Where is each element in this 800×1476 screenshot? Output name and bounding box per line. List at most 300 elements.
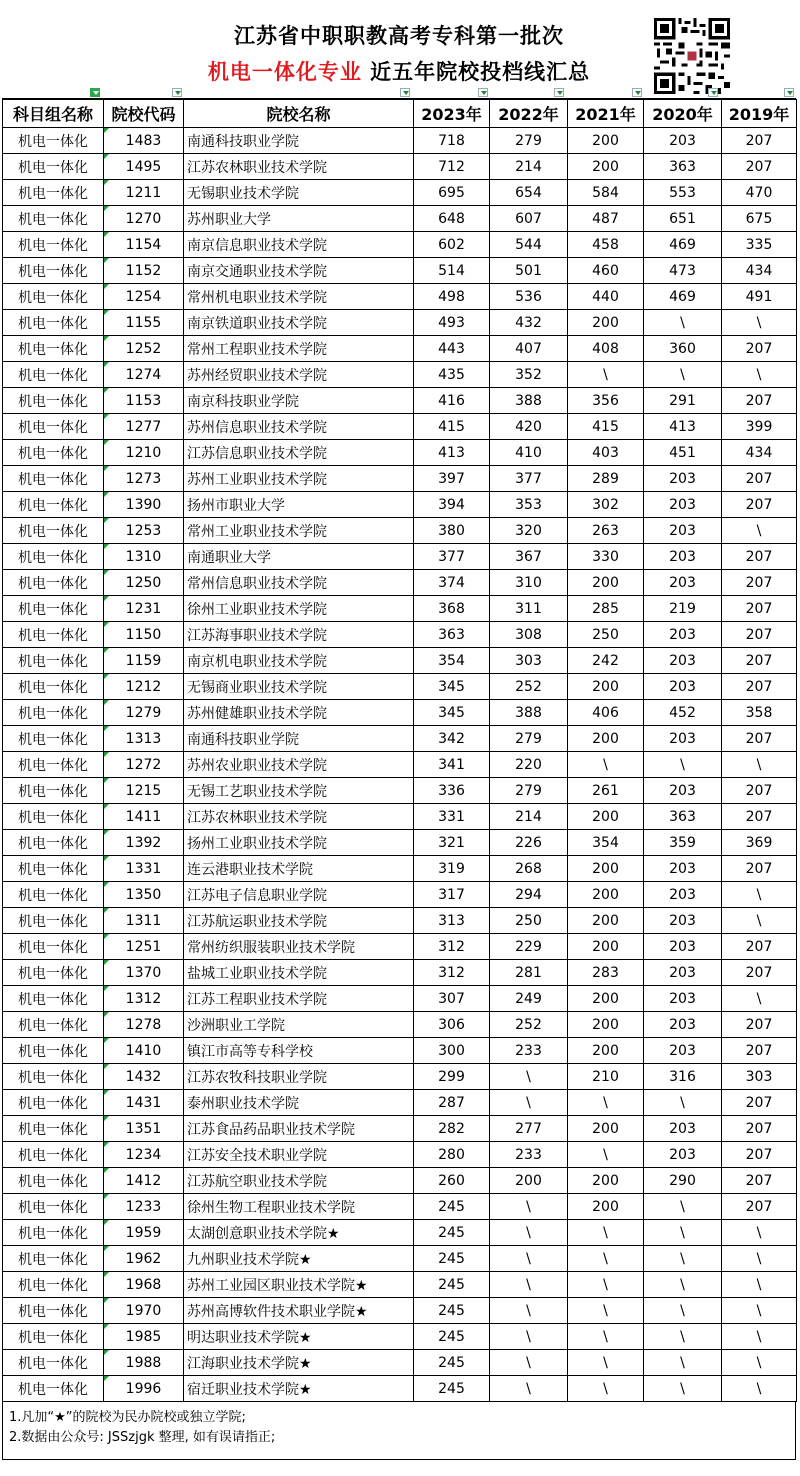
footnote: 1.凡加“★”的院校为民办院校或独立学院; (9, 1410, 246, 1425)
score-2019-cell: 207 (722, 466, 797, 492)
school-name-cell: 徐州工业职业技术学院 (184, 596, 414, 622)
score-2020-cell: 290 (644, 1168, 722, 1194)
score-2019-cell: 434 (722, 440, 797, 466)
subject-group-cell: 机电一体化 (3, 1116, 104, 1142)
score-2021-cell: 200 (568, 882, 644, 908)
table-row (3, 1064, 797, 1090)
subject-group-cell: 机电一体化 (3, 908, 104, 934)
score-2022-cell: 268 (490, 856, 568, 882)
table-row (3, 570, 797, 596)
filter-dropdown-icon[interactable] (554, 88, 564, 97)
footnote: 2.数据由公众号: JSSzjgk 整理, 如有误请指正; (9, 1430, 276, 1445)
score-2020-cell: 203 (644, 882, 722, 908)
score-2023-cell: 306 (414, 1012, 490, 1038)
school-name-cell: 江苏信息职业技术学院 (184, 440, 414, 466)
table-row (3, 934, 797, 960)
score-2022-cell: 388 (490, 700, 568, 726)
score-2023-cell: 712 (414, 154, 490, 180)
score-2019-cell: \ (722, 518, 797, 544)
score-2022-cell: 308 (490, 622, 568, 648)
subject-group-cell: 机电一体化 (3, 206, 104, 232)
table-row (3, 1246, 797, 1272)
page-title: 江苏省中职职教高考专科第一批次 (234, 24, 564, 48)
table-row (3, 804, 797, 830)
score-2020-cell: 363 (644, 154, 722, 180)
filter-dropdown-icon[interactable] (400, 88, 410, 97)
school-name-cell: 南京铁道职业技术学院 (184, 310, 414, 336)
subject-group-cell: 机电一体化 (3, 1194, 104, 1220)
score-2020-cell: \ (644, 362, 722, 388)
subject-group-cell: 机电一体化 (3, 1350, 104, 1376)
subject-group-cell: 机电一体化 (3, 336, 104, 362)
school-code-cell: 1251 (104, 934, 184, 960)
school-name-cell: 江苏农林职业技术学院 (184, 154, 414, 180)
score-2021-cell: 200 (568, 570, 644, 596)
score-2023-cell: 416 (414, 388, 490, 414)
score-2022-cell: \ (490, 1272, 568, 1298)
score-2023-cell: 245 (414, 1272, 490, 1298)
score-2021-cell: 330 (568, 544, 644, 570)
score-2022-cell: 220 (490, 752, 568, 778)
score-2021-cell: 200 (568, 310, 644, 336)
score-2023-cell: 245 (414, 1194, 490, 1220)
score-2019-cell: 207 (722, 1038, 797, 1064)
score-2020-cell: 363 (644, 804, 722, 830)
subject-group-cell: 机电一体化 (3, 492, 104, 518)
score-2022-cell: 200 (490, 1168, 568, 1194)
score-2019-cell: 207 (722, 804, 797, 830)
table-row (3, 752, 797, 778)
score-2020-cell: 203 (644, 726, 722, 752)
score-2020-cell: 203 (644, 960, 722, 986)
table-body (3, 128, 797, 1402)
table-row (3, 128, 797, 154)
filter-dropdown-icon[interactable] (90, 88, 100, 97)
subject-group-cell: 机电一体化 (3, 596, 104, 622)
table-row (3, 440, 797, 466)
score-2023-cell: 341 (414, 752, 490, 778)
score-2023-cell: 245 (414, 1246, 490, 1272)
subject-group-cell: 机电一体化 (3, 804, 104, 830)
table-row (3, 362, 797, 388)
subject-group-cell: 机电一体化 (3, 1272, 104, 1298)
score-2023-cell: 312 (414, 960, 490, 986)
subject-group-cell: 机电一体化 (3, 1038, 104, 1064)
school-name-cell: 扬州市职业大学 (184, 492, 414, 518)
score-2022-cell: 214 (490, 804, 568, 830)
school-name-cell: 九州职业技术学院★ (184, 1246, 414, 1272)
school-name-cell: 南京信息职业技术学院 (184, 232, 414, 258)
score-2020-cell: 203 (644, 1038, 722, 1064)
score-2020-cell: \ (644, 1090, 722, 1116)
header-year-2021: 2021年 (568, 100, 644, 128)
score-2021-cell: 200 (568, 726, 644, 752)
school-name-cell: 常州工程职业技术学院 (184, 336, 414, 362)
score-2023-cell: 245 (414, 1324, 490, 1350)
score-2019-cell: 207 (722, 1116, 797, 1142)
score-2021-cell: 415 (568, 414, 644, 440)
score-2023-cell: 287 (414, 1090, 490, 1116)
score-2020-cell: 203 (644, 778, 722, 804)
score-2022-cell: 279 (490, 128, 568, 154)
school-name-cell: 江苏食品药品职业技术学院 (184, 1116, 414, 1142)
score-2019-cell: \ (722, 1220, 797, 1246)
school-code-cell: 1272 (104, 752, 184, 778)
school-name-cell: 扬州工业职业技术学院 (184, 830, 414, 856)
score-2020-cell: 203 (644, 648, 722, 674)
score-2019-cell: 207 (722, 726, 797, 752)
score-2021-cell: 200 (568, 934, 644, 960)
subject-group-cell: 机电一体化 (3, 388, 104, 414)
score-2023-cell: 342 (414, 726, 490, 752)
score-2020-cell: 553 (644, 180, 722, 206)
table-row (3, 882, 797, 908)
score-2023-cell: 245 (414, 1298, 490, 1324)
score-2022-cell: 536 (490, 284, 568, 310)
table-row (3, 466, 797, 492)
table-row (3, 726, 797, 752)
score-2023-cell: 695 (414, 180, 490, 206)
score-2023-cell: 245 (414, 1350, 490, 1376)
school-code-cell: 1970 (104, 1298, 184, 1324)
score-2023-cell: 336 (414, 778, 490, 804)
school-name-cell: 镇江市高等专科学校 (184, 1038, 414, 1064)
score-2019-cell: \ (722, 1324, 797, 1350)
table-row (3, 1272, 797, 1298)
subject-group-cell: 机电一体化 (3, 466, 104, 492)
score-2023-cell: 312 (414, 934, 490, 960)
school-code-cell: 1311 (104, 908, 184, 934)
score-2023-cell: 493 (414, 310, 490, 336)
score-2022-cell: 377 (490, 466, 568, 492)
score-2022-cell: 607 (490, 206, 568, 232)
score-2019-cell: 207 (722, 856, 797, 882)
school-code-cell: 1273 (104, 466, 184, 492)
score-2023-cell: 718 (414, 128, 490, 154)
score-2021-cell: 289 (568, 466, 644, 492)
score-2022-cell: \ (490, 1194, 568, 1220)
score-2019-cell: \ (722, 986, 797, 1012)
sheet-header (2, 2, 796, 99)
school-name-cell: 南京科技职业学院 (184, 388, 414, 414)
score-2022-cell: 226 (490, 830, 568, 856)
school-code-cell: 1252 (104, 336, 184, 362)
school-name-cell: 江苏航空职业技术学院 (184, 1168, 414, 1194)
table-row (3, 284, 797, 310)
score-2021-cell: 200 (568, 1194, 644, 1220)
filter-dropdown-icon[interactable] (784, 88, 794, 97)
subject-group-cell: 机电一体化 (3, 570, 104, 596)
score-2021-cell: \ (568, 1142, 644, 1168)
filter-dropdown-icon[interactable] (632, 88, 642, 97)
school-code-cell: 1155 (104, 310, 184, 336)
score-2021-cell: 356 (568, 388, 644, 414)
subject-group-cell: 机电一体化 (3, 180, 104, 206)
subject-group-cell: 机电一体化 (3, 284, 104, 310)
score-2019-cell: \ (722, 1272, 797, 1298)
score-2022-cell: 303 (490, 648, 568, 674)
score-2020-cell: 203 (644, 674, 722, 700)
score-2020-cell: 316 (644, 1064, 722, 1090)
score-2019-cell: 470 (722, 180, 797, 206)
school-code-cell: 1210 (104, 440, 184, 466)
score-2019-cell: 207 (722, 492, 797, 518)
score-2022-cell: 214 (490, 154, 568, 180)
school-code-cell: 1411 (104, 804, 184, 830)
score-2020-cell: 452 (644, 700, 722, 726)
school-code-cell: 1410 (104, 1038, 184, 1064)
subject-group-cell: 机电一体化 (3, 1220, 104, 1246)
school-code-cell: 1270 (104, 206, 184, 232)
score-2022-cell: 410 (490, 440, 568, 466)
subject-group-cell: 机电一体化 (3, 154, 104, 180)
school-code-cell: 1274 (104, 362, 184, 388)
subject-group-cell: 机电一体化 (3, 830, 104, 856)
school-name-cell: 沙洲职业工学院 (184, 1012, 414, 1038)
subject-group-cell: 机电一体化 (3, 752, 104, 778)
school-code-cell: 1159 (104, 648, 184, 674)
score-2023-cell: 245 (414, 1376, 490, 1402)
score-2021-cell: 210 (568, 1064, 644, 1090)
school-code-cell: 1431 (104, 1090, 184, 1116)
subject-group-cell: 机电一体化 (3, 934, 104, 960)
score-2021-cell: 584 (568, 180, 644, 206)
school-name-cell: 常州机电职业技术学院 (184, 284, 414, 310)
subject-group-cell: 机电一体化 (3, 258, 104, 284)
score-2023-cell: 415 (414, 414, 490, 440)
score-2020-cell: 469 (644, 232, 722, 258)
school-code-cell: 1996 (104, 1376, 184, 1402)
score-2019-cell: \ (722, 752, 797, 778)
school-name-cell: 江苏电子信息职业学院 (184, 882, 414, 908)
score-2023-cell: 602 (414, 232, 490, 258)
score-2020-cell: 203 (644, 518, 722, 544)
subject-group-cell: 机电一体化 (3, 726, 104, 752)
school-code-cell: 1211 (104, 180, 184, 206)
score-2022-cell: \ (490, 1376, 568, 1402)
school-name-cell: 江海职业技术学院★ (184, 1350, 414, 1376)
filter-dropdown-icon[interactable] (172, 88, 182, 97)
score-2019-cell: 207 (722, 674, 797, 700)
subject-group-cell: 机电一体化 (3, 674, 104, 700)
score-2023-cell: 280 (414, 1142, 490, 1168)
score-2021-cell: \ (568, 1090, 644, 1116)
header-year-2022: 2022年 (490, 100, 568, 128)
score-2021-cell: \ (568, 1350, 644, 1376)
school-code-cell: 1277 (104, 414, 184, 440)
score-2021-cell: 283 (568, 960, 644, 986)
score-2019-cell: \ (722, 882, 797, 908)
score-2022-cell: 281 (490, 960, 568, 986)
score-2020-cell: 203 (644, 856, 722, 882)
school-code-cell: 1412 (104, 1168, 184, 1194)
score-2019-cell: 399 (722, 414, 797, 440)
subject-group-cell: 机电一体化 (3, 1090, 104, 1116)
school-code-cell: 1962 (104, 1246, 184, 1272)
score-2019-cell: 207 (722, 960, 797, 986)
score-2021-cell: 458 (568, 232, 644, 258)
school-code-cell: 1234 (104, 1142, 184, 1168)
header-school-name: 院校名称 (184, 100, 414, 128)
score-2019-cell: 207 (722, 596, 797, 622)
score-2019-cell: \ (722, 1246, 797, 1272)
score-2022-cell: \ (490, 1220, 568, 1246)
score-2020-cell: \ (644, 1272, 722, 1298)
table-row (3, 1324, 797, 1350)
score-2022-cell: \ (490, 1090, 568, 1116)
table-row (3, 1038, 797, 1064)
score-2021-cell: 487 (568, 206, 644, 232)
score-2022-cell: 279 (490, 726, 568, 752)
school-name-cell: 苏州信息职业技术学院 (184, 414, 414, 440)
score-2019-cell: 207 (722, 648, 797, 674)
score-2019-cell: \ (722, 1350, 797, 1376)
school-name-cell: 常州纺织服装职业技术学院 (184, 934, 414, 960)
school-code-cell: 1150 (104, 622, 184, 648)
score-2019-cell: 335 (722, 232, 797, 258)
score-2023-cell: 317 (414, 882, 490, 908)
score-2020-cell: 203 (644, 986, 722, 1012)
table-row (3, 1376, 797, 1402)
score-2023-cell: 397 (414, 466, 490, 492)
subject-group-cell: 机电一体化 (3, 518, 104, 544)
score-2022-cell: 279 (490, 778, 568, 804)
score-2022-cell: \ (490, 1324, 568, 1350)
score-2021-cell: 200 (568, 1116, 644, 1142)
score-2021-cell: 263 (568, 518, 644, 544)
score-2020-cell: \ (644, 1324, 722, 1350)
score-2023-cell: 514 (414, 258, 490, 284)
subject-group-cell: 机电一体化 (3, 960, 104, 986)
score-2022-cell: 420 (490, 414, 568, 440)
score-2023-cell: 282 (414, 1116, 490, 1142)
score-2021-cell: 200 (568, 674, 644, 700)
score-2020-cell: 413 (644, 414, 722, 440)
score-2022-cell: \ (490, 1298, 568, 1324)
score-2021-cell: \ (568, 1324, 644, 1350)
subtitle-rest: 近五年院校投档线汇总 (370, 60, 591, 84)
score-2020-cell: 219 (644, 596, 722, 622)
header-subject-group: 科目组名称 (3, 100, 104, 128)
score-2021-cell: 200 (568, 128, 644, 154)
score-2022-cell: 252 (490, 674, 568, 700)
score-2022-cell: 432 (490, 310, 568, 336)
score-2020-cell: 651 (644, 206, 722, 232)
table-row (3, 1168, 797, 1194)
score-2021-cell: 408 (568, 336, 644, 362)
score-2020-cell: \ (644, 1246, 722, 1272)
school-name-cell: 明达职业技术学院★ (184, 1324, 414, 1350)
score-2019-cell: 675 (722, 206, 797, 232)
score-2020-cell: 203 (644, 1142, 722, 1168)
school-name-cell: 南通科技职业学院 (184, 128, 414, 154)
score-2023-cell: 498 (414, 284, 490, 310)
table-row (3, 232, 797, 258)
score-2021-cell: \ (568, 752, 644, 778)
score-2019-cell: \ (722, 1298, 797, 1324)
subject-group-cell: 机电一体化 (3, 700, 104, 726)
school-name-cell: 盐城工业职业技术学院 (184, 960, 414, 986)
score-2019-cell: 207 (722, 622, 797, 648)
score-2022-cell: 294 (490, 882, 568, 908)
school-code-cell: 1392 (104, 830, 184, 856)
major-name: 机电一体化专业 (207, 60, 362, 84)
score-2023-cell: 380 (414, 518, 490, 544)
subject-group-cell: 机电一体化 (3, 362, 104, 388)
school-name-cell: 无锡工艺职业技术学院 (184, 778, 414, 804)
filter-dropdown-icon[interactable] (708, 88, 718, 97)
score-2019-cell: 207 (722, 1194, 797, 1220)
subject-group-cell: 机电一体化 (3, 1012, 104, 1038)
subject-group-cell: 机电一体化 (3, 856, 104, 882)
score-2023-cell: 394 (414, 492, 490, 518)
score-2021-cell: 200 (568, 1038, 644, 1064)
school-code-cell: 1351 (104, 1116, 184, 1142)
score-2020-cell: 203 (644, 1012, 722, 1038)
score-2020-cell: 469 (644, 284, 722, 310)
score-2021-cell: \ (568, 1298, 644, 1324)
score-2019-cell: \ (722, 1376, 797, 1402)
school-code-cell: 1432 (104, 1064, 184, 1090)
score-2020-cell: 203 (644, 570, 722, 596)
subject-group-cell: 机电一体化 (3, 648, 104, 674)
score-2020-cell: 473 (644, 258, 722, 284)
score-2022-cell: 544 (490, 232, 568, 258)
school-code-cell: 1350 (104, 882, 184, 908)
school-name-cell: 江苏工程职业技术学院 (184, 986, 414, 1012)
score-2022-cell: 654 (490, 180, 568, 206)
table-row (3, 258, 797, 284)
school-name-cell: 南京机电职业技术学院 (184, 648, 414, 674)
score-2022-cell: 353 (490, 492, 568, 518)
score-2023-cell: 345 (414, 674, 490, 700)
score-2023-cell: 374 (414, 570, 490, 596)
table-row (3, 1090, 797, 1116)
score-2021-cell: \ (568, 1220, 644, 1246)
subject-group-cell: 机电一体化 (3, 544, 104, 570)
score-2022-cell: \ (490, 1246, 568, 1272)
school-code-cell: 1495 (104, 154, 184, 180)
score-2020-cell: 203 (644, 934, 722, 960)
table-row (3, 388, 797, 414)
score-2022-cell: 252 (490, 1012, 568, 1038)
score-2021-cell: 440 (568, 284, 644, 310)
score-2021-cell: 200 (568, 986, 644, 1012)
score-2021-cell: 285 (568, 596, 644, 622)
score-2019-cell: 207 (722, 1142, 797, 1168)
score-2019-cell: 207 (722, 388, 797, 414)
table-header-row (3, 100, 797, 128)
table-row (3, 1142, 797, 1168)
school-name-cell: 无锡职业技术学院 (184, 180, 414, 206)
school-code-cell: 1279 (104, 700, 184, 726)
subject-group-cell: 机电一体化 (3, 310, 104, 336)
school-name-cell: 江苏农牧科技职业学院 (184, 1064, 414, 1090)
subject-group-cell: 机电一体化 (3, 1168, 104, 1194)
table-row (3, 596, 797, 622)
filter-dropdown-icon[interactable] (478, 88, 488, 97)
score-2022-cell: 352 (490, 362, 568, 388)
school-name-cell: 连云港职业技术学院 (184, 856, 414, 882)
score-2023-cell: 313 (414, 908, 490, 934)
school-name-cell: 南通职业大学 (184, 544, 414, 570)
table-row (3, 1012, 797, 1038)
subject-group-cell: 机电一体化 (3, 1298, 104, 1324)
subject-group-cell: 机电一体化 (3, 440, 104, 466)
score-2020-cell: 203 (644, 544, 722, 570)
table-row (3, 1116, 797, 1142)
table-row (3, 1194, 797, 1220)
